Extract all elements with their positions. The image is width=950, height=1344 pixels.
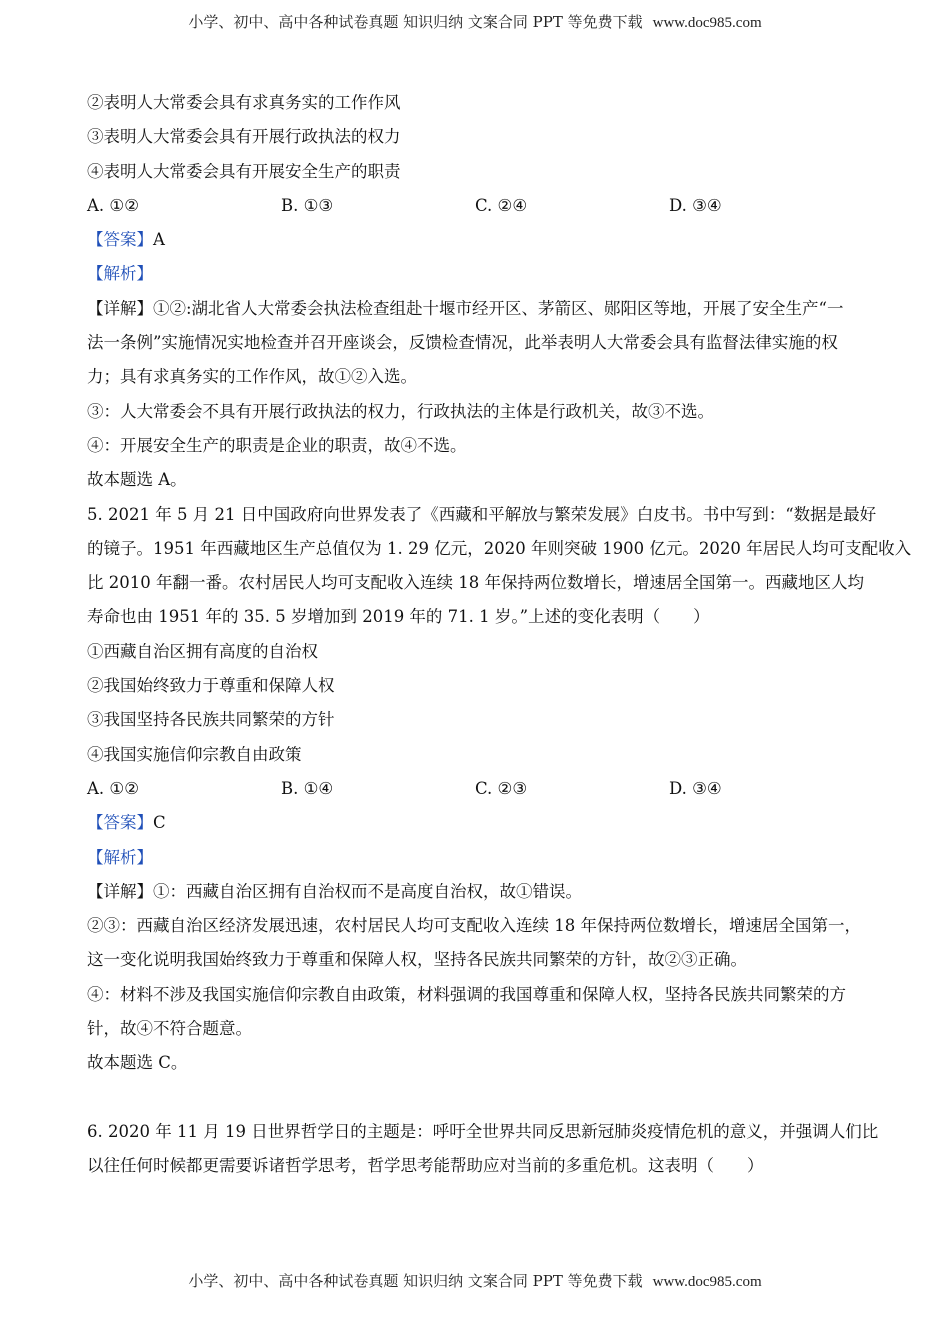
footer-text: 小学、初中、高中各种试卷真题 知识归纳 文案合同 PPT 等免费下载 (188, 1272, 643, 1290)
q4-detail-tag: 【详解】 (87, 298, 153, 318)
header-site-link[interactable]: www.doc985.com (652, 15, 762, 31)
q4-answer (87, 223, 877, 257)
q4-detail-line-4: ③：人大常委会不具有开展行政执法的权力，行政执法的主体是行政机关，故③不选。 (87, 401, 714, 421)
q5-option-c: C. ②③ (475, 778, 528, 798)
q4-option-c: C. ②④ (475, 195, 528, 215)
q5-option-a: A. ①② (87, 778, 139, 798)
q4-options (87, 189, 877, 223)
q5-stem-line-1: 5. 2021 年 5 月 21 日中国政府向世界发表了《西藏和平解放与繁荣发展》白皮书。书中写到：“数据是最好 (87, 504, 877, 524)
q4-analysis (87, 257, 877, 291)
q5-detail-text-1: ①：西藏自治区拥有自治权而不是高度自治权，故①错误。 (153, 881, 582, 901)
q5-detail-line-3: 这一变化说明我国始终致力于尊重和保障人权，坚持各民族共同繁荣的方针，故②③正确。 (87, 950, 747, 970)
q5-conclusion: 故本题选 C。 (87, 1053, 188, 1073)
q4-item-4: ④表明人大常委会具有开展安全生产的职责 (87, 161, 401, 181)
q4-option-d: D. ③④ (669, 195, 722, 215)
q4-conclusion: 故本题选 A。 (87, 470, 187, 490)
q5-answer-tag: 【答案】 (87, 813, 153, 833)
q4-detail-line-3: 力；具有求真务实的工作作风，故①②入选。 (87, 367, 417, 387)
q5-answer-value: C (153, 813, 166, 833)
q5-option-d: D. ③④ (669, 778, 722, 798)
document-body (87, 86, 912, 1183)
q6-stem-line-2: 以往任何时候都更需要诉诸哲学思考，哲学思考能帮助应对当前的多重危机。这表明（ ） (87, 1155, 764, 1175)
q5-analysis (87, 841, 877, 875)
q5-item-4: ④我国实施信仰宗教自由政策 (87, 744, 302, 764)
q5-option-b: B. ①④ (281, 778, 334, 798)
q4-detail-line-1 (87, 292, 877, 326)
q5-detail-line-4: ④：材料不涉及我国实施信仰宗教自由政策，材料强调的我国尊重和保障人权，坚持各民族共同繁荣的方 (87, 984, 846, 1004)
q4-answer-tag: 【答案】 (87, 230, 153, 250)
q4-option-b: B. ①③ (281, 195, 334, 215)
q5-answer (87, 806, 877, 840)
q4-analysis-tag: 【解析】 (87, 264, 153, 284)
q4-detail-text-1: ①②:湖北省人大常委会执法检查组赴十堰市经开区、茅箭区、郧阳区等地，开展了安全生产“一 (153, 298, 844, 318)
q4-item-2: ②表明人大常委会具有求真务实的工作作风 (87, 93, 401, 112)
page-footer (0, 1270, 950, 1291)
q5-detail-line-5: 针，故④不符合题意。 (87, 1019, 252, 1039)
q5-stem-line-3: 比 2010 年翻一番。农村居民人均可支配收入连续 18 年保持两位数增长，增速居全国第一。西藏地区人均 (87, 573, 864, 593)
q4-detail-line-5: ④：开展安全生产的职责是企业的职责，故④不选。 (87, 435, 467, 455)
q5-detail-tag: 【详解】 (87, 881, 153, 901)
q4-answer-value: A (153, 230, 165, 250)
q5-item-1: ①西藏自治区拥有高度的自治权 (87, 641, 318, 661)
q5-stem-line-4: 寿命也由 1951 年的 35. 5 岁增加到 2019 年的 71. 1 岁。”上述的变化表明（ ） (87, 607, 710, 627)
q6-stem-line-1: 6. 2020 年 11 月 19 日世界哲学日的主题是：呼吁全世界共同反思新冠肺炎疫情危机的意义，并强调人们比 (87, 1121, 879, 1141)
spacer (87, 1081, 877, 1115)
header-text: 小学、初中、高中各种试卷真题 知识归纳 文案合同 PPT 等免费下载 (188, 13, 643, 31)
footer-site-link[interactable]: www.doc985.com (652, 1274, 762, 1290)
q5-item-2: ②我国始终致力于尊重和保障人权 (87, 676, 335, 696)
q5-analysis-tag: 【解析】 (87, 847, 153, 867)
q5-stem-line-2: 的镜子。1951 年西藏地区生产总值仅为 1. 29 亿元，2020 年则突破 1900 亿元。2020 年居民人均可支配收入 (87, 538, 912, 558)
q4-option-a: A. ①② (87, 195, 139, 215)
page-header (0, 11, 950, 32)
q5-options (87, 772, 877, 806)
q5-detail-line-1 (87, 875, 877, 909)
q5-item-3: ③我国坚持各民族共同繁荣的方针 (87, 710, 335, 730)
q4-item-3: ③表明人大常委会具有开展行政执法的权力 (87, 127, 401, 147)
q5-detail-line-2: ②③：西藏自治区经济发展迅速，农村居民人均可支配收入连续 18 年保持两位数增长，增速居全国第一， (87, 916, 861, 936)
q4-detail-line-2: 法一条例”实施情况实地检查并召开座谈会，反馈检查情况，此举表明人大常委会具有监督法律实施的权 (87, 333, 838, 353)
